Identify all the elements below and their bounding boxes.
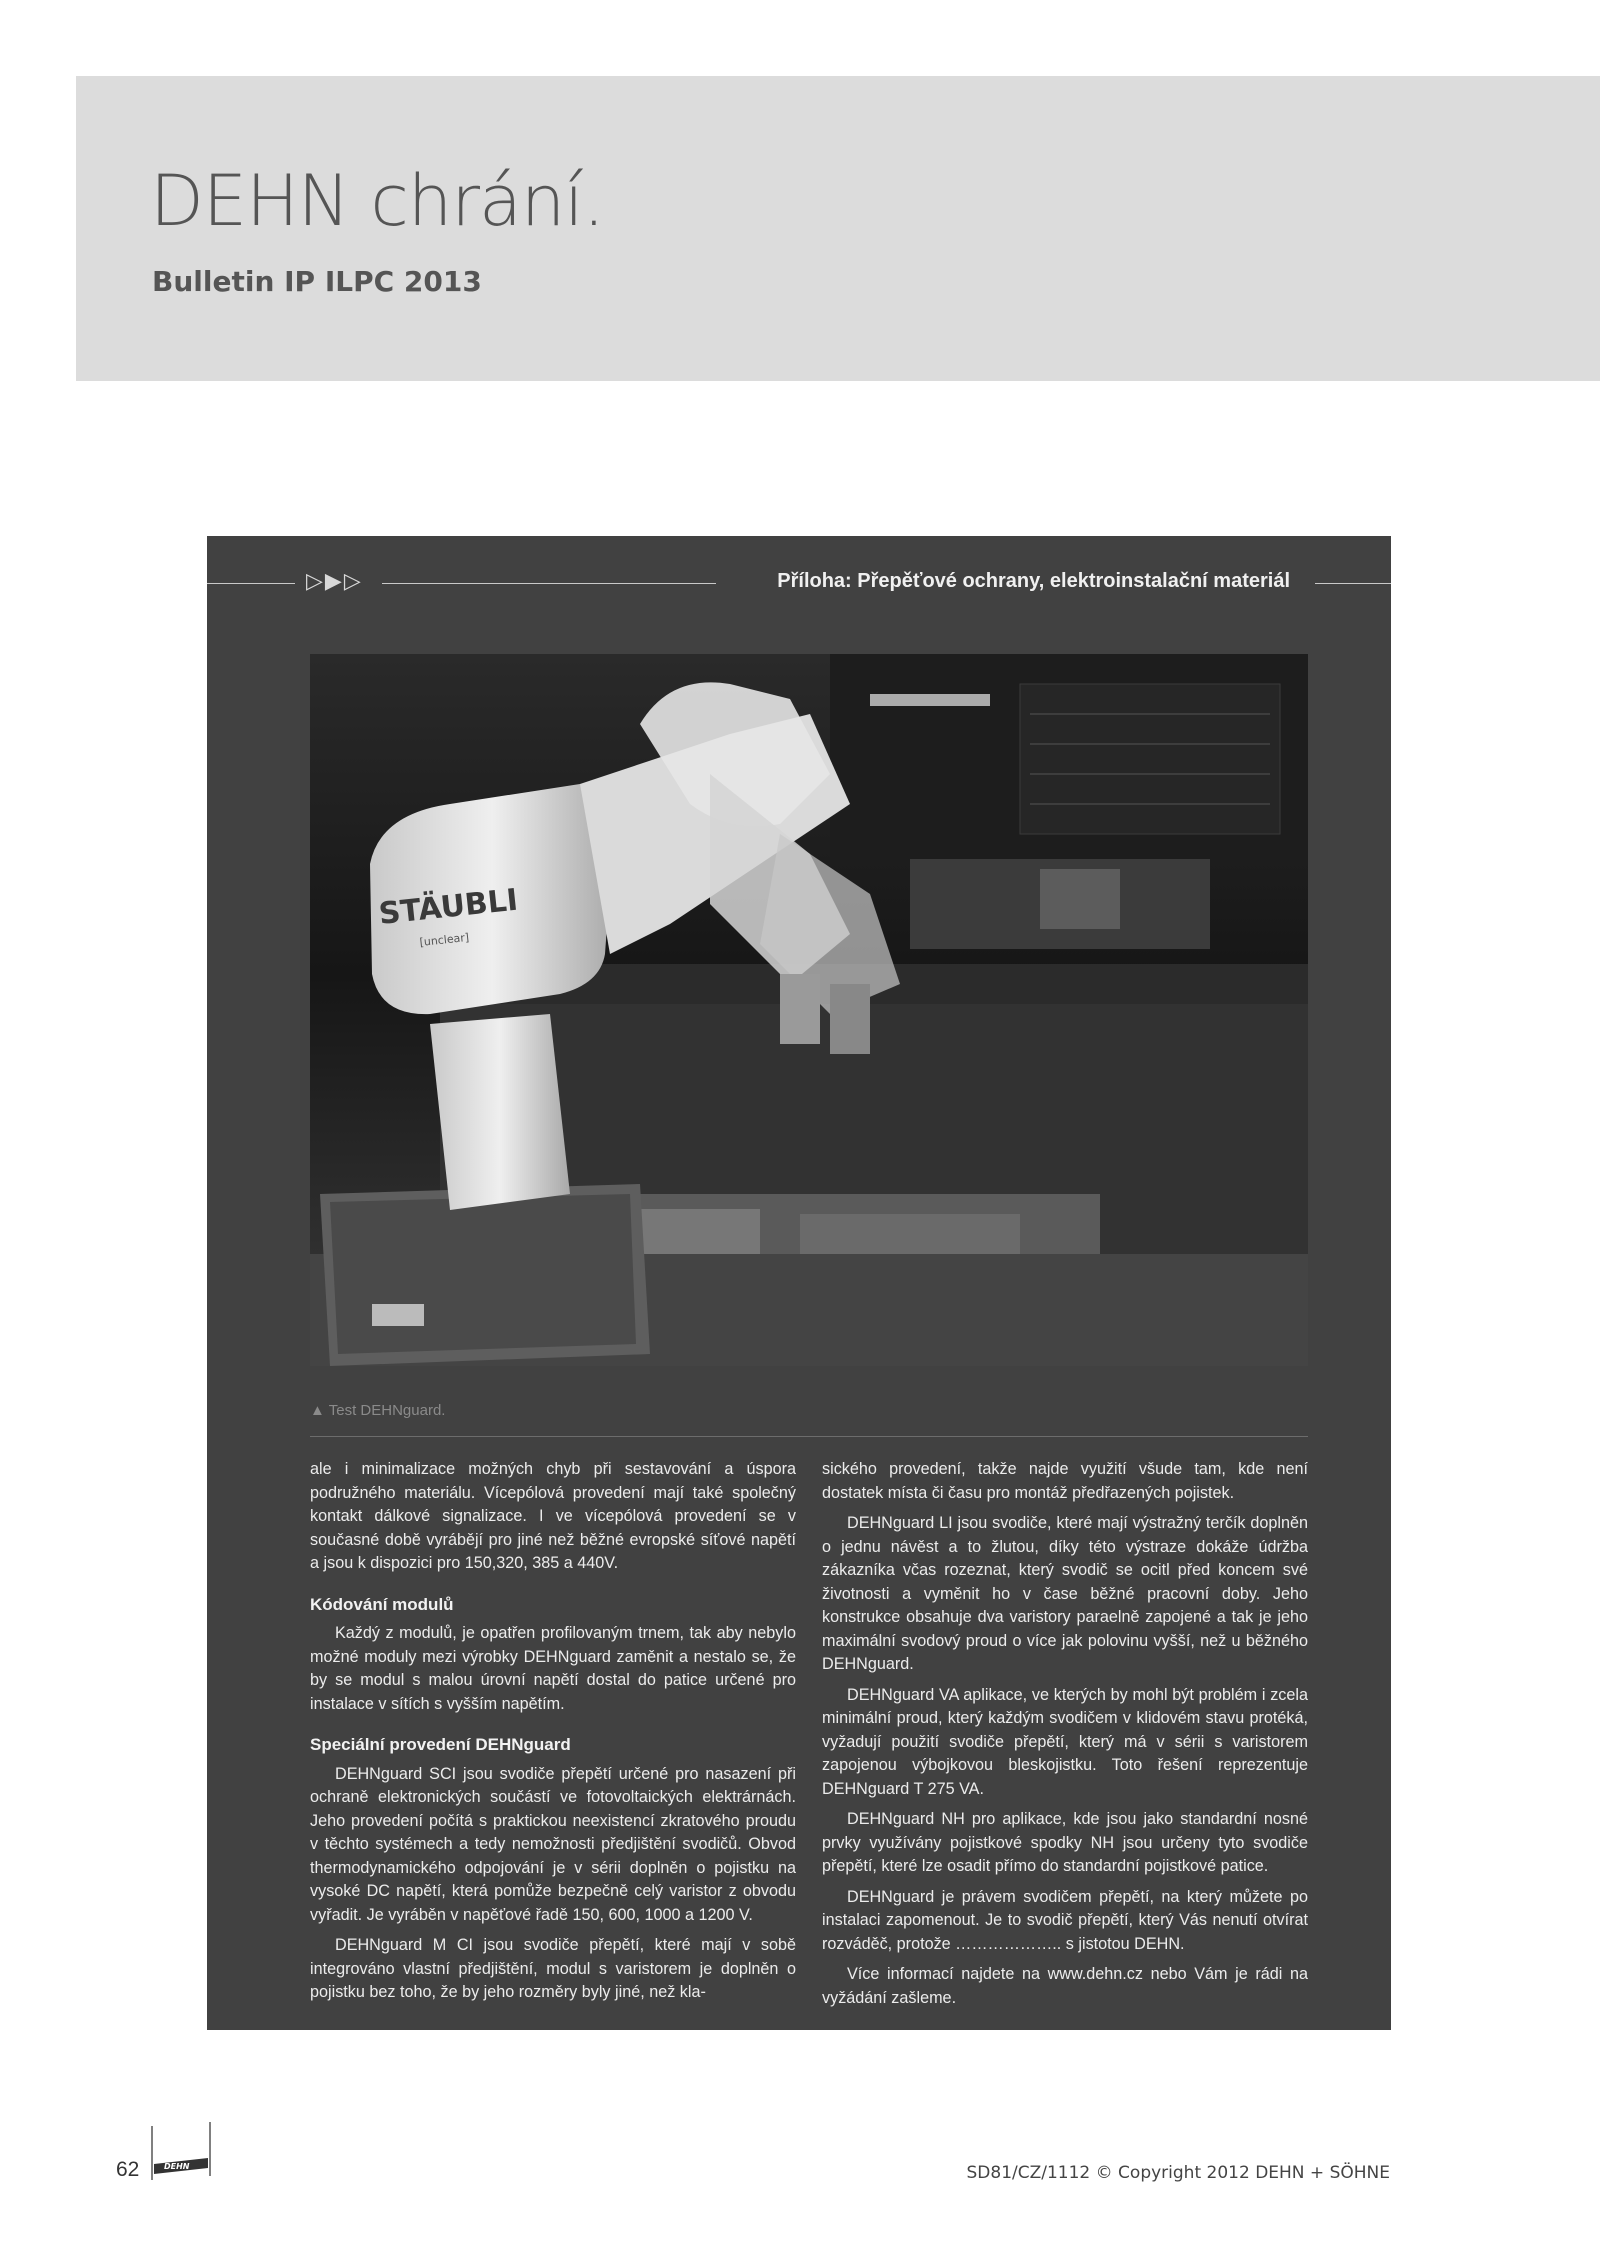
copyright-footer: SD81/CZ/1112 © Copyright 2012 DEHN + SÖHNE	[966, 2163, 1390, 2183]
robot-photo-illustration	[310, 654, 1308, 1366]
section-rule-middle	[382, 583, 716, 584]
page-title: DEHN chrání.	[150, 160, 604, 242]
paragraph: DEHNguard VA aplikace, ve kterých by mohl být problém i zcela minimální proud, který každým svodičem v klidovém stavu protéká, vyžadují použití svodiče přepětí, který má v sérii s varistorem zapojenou výbojkovou bleskojistku. Toto řešení reprezentuje DEHNguard T 275 VA.	[822, 1685, 1308, 1798]
section-heading: Speciální provedení DEHNguard	[310, 1735, 571, 1754]
photo-caption: ▲ Test DEHNguard.	[310, 1402, 446, 1419]
paragraph: DEHNguard NH pro aplikace, kde jsou jako standardní nosné prvky využívány pojistkové spodky NH jsou určeny tyto svodiče přepětí, které lze osadit přímo do standardní pojistkové patice.	[822, 1810, 1308, 1875]
paragraph: sického provedení, takže najde využití všude tam, kde není dostatek místa či času pro montáž předřazených pojistek.	[822, 1460, 1308, 1502]
dehn-logo-icon	[150, 2120, 212, 2182]
arrow-markers-icon: ▷▶▷	[306, 569, 363, 594]
paragraph: Více informací najdete na www.dehn.cz nebo Vám je rádi na vyžádání zašleme.	[822, 1965, 1308, 2007]
caption-divider	[310, 1436, 1308, 1437]
section-label: Příloha: Přepěťové ochrany, elektroinstalační materiál	[777, 570, 1290, 592]
paragraph: DEHNguard M CI jsou svodiče přepětí, které mají v sobě integrováno vlastní předjištění, modul s varistorem je doplněn o pojistku bez toho, že by jeho rozměry byly jiné, než kla-	[310, 1936, 796, 2001]
paragraph: DEHNguard LI jsou svodiče, které mají výstražný terčík doplněn o jednu návěst a to žlutou, díky této výstraze dokáže údržba zákazníka včas rozeznat, který svodič se ocitl před koncem své životnosti a vyměnit ho v čase běžné pracovní doby. Jeho konstrukce obsahuje dva varistory paraelně zapojené a tak je jeho maximální svodový proud o více jak polovinu vyšší, než u běžného DEHNguard.	[822, 1514, 1308, 1673]
paragraph: DEHNguard je právem svodičem přepětí, na který můžete po instalaci zapomenout. Je to svodič přepětí, který Vás nenutí otvírat rozváděč, protože ……………….. s jistotou DEHN.	[822, 1887, 1308, 1953]
content-panel	[207, 536, 1391, 2030]
text-column-left	[310, 1458, 796, 2012]
page-subtitle: Bulletin IP ILPC 2013	[152, 265, 482, 298]
brand-subtext: [unclear]	[418, 930, 470, 949]
section-heading: Kódování modulů	[310, 1594, 454, 1614]
logo-text: DEHN	[164, 2162, 190, 2171]
paragraph: Každý z modulů, je opatřen profilovaným trnem, tak aby nebylo možné moduly mezi výrobky DEHNguard zaměnit a nestalo se, že by se modul s malou úrovní napětí dostal do patice určené pro instalace v sítích s vyšším napětím.	[310, 1624, 796, 1713]
robot-test-photo	[310, 654, 1308, 1366]
page-number: 62	[116, 2158, 140, 2181]
section-rule-right	[1315, 583, 1391, 584]
text-column-right	[822, 1458, 1308, 2017]
brand-text: STÄUBLI	[377, 882, 520, 932]
section-rule-left	[207, 583, 295, 584]
paragraph: ale i minimalizace možných chyb při sestavování a úspora podružného materiálu. Vícepólová provedení mají také společný kontakt dálkové signalizace. I ve vícepólová provedení se v současné době vyrábějí pro jiné než běžné evropské síťové napětí a jsou k dispozici pro 150,320, 385 a 440V.	[310, 1460, 796, 1572]
paragraph: DEHNguard SCI jsou svodiče přepětí určené pro nasazení při ochraně elektronických součástí ve fotovoltaických elektrárnách. Jeho provedení počítá s praktickou neexistencí zkratového proudu v těchto systémech a tedy nemožnosti předjištění svodičů. Obvod thermodynamického odpojování je v sérii doplněn o pojistku na vysoké DC napětí, která pomůže bezpečně celý varistor z obvodu vyřadit. Je vyráběn v napěťové řadě 150, 600, 1000 a 1200 V.	[310, 1764, 796, 1924]
